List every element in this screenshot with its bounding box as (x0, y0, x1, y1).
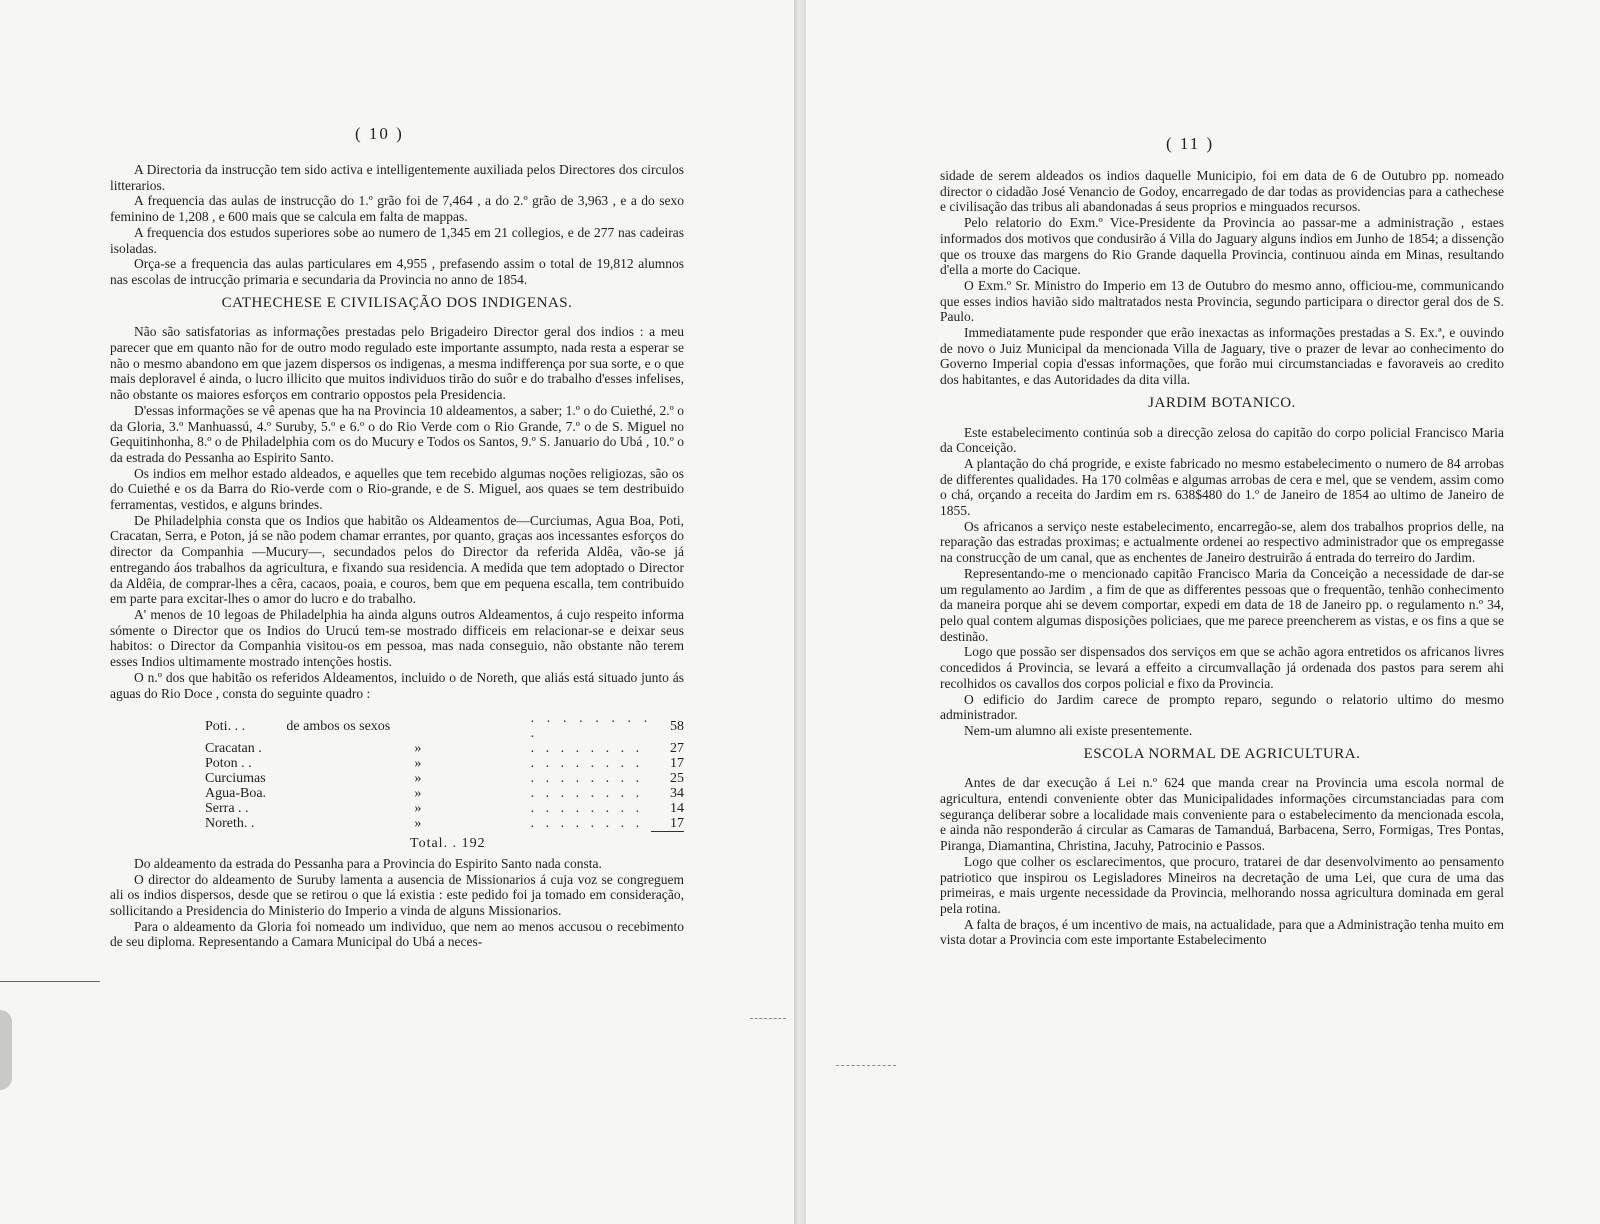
page-number-right: ( 11 ) (1166, 134, 1215, 153)
paragraph: Representando-me o mencionado capitão Francisco Maria da Conceição a necessidade de dar-se um regulamento ao Jardim , a fim de que as differentes pessoas que o frequentão, tenhão conhecimento da maneira porque ahi se devem comportar, expedi em data de 18 de Janeiro pp. o regulamento n.º 34, pelo qual contem algumas disposições policiaes, que me parece preencherem as vistas, e os fins a que se destinão. (940, 565, 1504, 644)
table-row (205, 711, 684, 741)
table-cell-note: » (414, 801, 422, 817)
table-total (410, 836, 684, 852)
table-cell-name: Cracatan . (205, 741, 262, 757)
table-cell-value: 17 (670, 756, 684, 772)
left-text-column (110, 162, 684, 950)
paragraph: Os africanos a serviço neste estabelecimento, encarregão-se, alem dos trabalhos proprios delle, na reparação das estradas proximas; e actualmente ordenei ao respectivo administrador que os empregasse na construcção de um canal, que as enchentes de Janeiro destruirão á entrada do terreiro do Jardim. (940, 518, 1504, 566)
section-heading: CATHECHESE E CIVILISAÇÃO DOS INDIGENAS. (221, 294, 573, 311)
margin-rule (0, 981, 100, 982)
table-cell-note: » (414, 786, 422, 802)
table-row (205, 801, 684, 816)
paragraph: Pelo relatorio do Exm.º Vice-Presidente da Provincia ao passar-me a administração , estaes informados dos motivos que condusirão á Villa do Jaguary alguns indios em Junho de 1854; a dissenção que os trouxe das margens do Rio Grande daquella Provincia, continuou ainda em Minas, resultando d'ella a morte do Cacique. (940, 215, 1504, 278)
table-cell-dots: . . . . . . . . (530, 801, 644, 817)
table-cell-note: » (414, 816, 422, 832)
paragraph: A falta de braços, é um incentivo de mais, na actualidade, para que a Administração tenha muito em vista dotar a Provincia com este importante Estabelecimento (940, 916, 1504, 948)
table-cell-dots: . . . . . . . . (530, 771, 644, 787)
paragraph: O edificio do Jardim carece de prompto reparo, segundo o relatorio ultimo do mesmo administrador. (940, 691, 1504, 723)
table-cell-name: Poton . . (205, 756, 252, 772)
paragraph: O director do aldeamento de Suruby lamenta a ausencia de Missionarios á cuja voz se congreguem ali os indios dispersos, desde que se retirou o que lá existia : este pedido foi ja tomado em consideração, sollicitando a Presidencia do Ministerio do Imperio a vinda de alguns Missionarios. (110, 871, 684, 919)
paragraph: A Directoria da instrucção tem sido activa e intelligentemente auxiliada pelos Directores dos circulos litterarios. (110, 162, 684, 193)
paragraph: Immediatamente pude responder que erão inexactas as informações prestadas a S. Ex.ª, e ouvindo de novo o Juiz Municipal da mencionada Villa de Jaguary, tive o prazer de levar ao conhecimento do Governo Imperial copia d'essas informações, que forão mui circumstanciadas e favoraveis ao credito dos habitantes, e das Autoridades da dita villa. (940, 325, 1504, 388)
paragraph: Antes de dar execução á Lei n.º 624 que manda crear na Provincia uma escola normal de agricultura, entendi conveniente obter das Municipalidades informações circumstanciadas para com segurança deliberar sobre a localidade mais conveniente para o estabelecimento da mencionada escola, e ainda não responderão á circular as Camaras de Tamanduá, Barbacena, Serro, Formigas, Tres Pontas, Piranga, Diamantina, Christina, Jacuhy, Patrocinio e Passos. (940, 775, 1504, 854)
paragraph: Os indios em melhor estado aldeados, e aquelles que tem recebido algumas noções religiozas, são os do Cuiethé e os da Barra do Rio-verde com o Rio-grande, e de S. Miguel, aos quaes se tem destribuido ferramentas, vestidos, e alguns brindes. (110, 465, 684, 513)
book-gutter (794, 0, 806, 1224)
table-cell-note: » (414, 771, 422, 787)
right-text-column (940, 168, 1504, 948)
table-cell-note: » (414, 741, 422, 757)
paragraph: A' menos de 10 legoas de Philadelphia ha ainda alguns outros Aldeamentos, á cujo respeito informa sómente o Director que os Indios do Urucú tem-se mostrado difficeis em relacionar-se e deixar seus habitos: o Director da Companhia visitou-os em pessoa, mas nada conseguio, não obstante não terem esses Indios ultimamente mostrado intenções hostis. (110, 606, 684, 670)
table-cell-dots: . . . . . . . . (530, 756, 644, 772)
paragraph: Orça-se a frequencia das aulas particulares em 4,955 , prefasendo assim o total de 19,812 alumnos nas escolas de intrucção primaria e secundaria da Provincia no anno de 1854. (110, 256, 684, 287)
right-page (806, 0, 1600, 1224)
table-cell-value: 34 (670, 786, 684, 802)
table-row (205, 756, 684, 771)
table-cell-value: 17 (651, 816, 684, 832)
table-row (205, 786, 684, 801)
table-cell-value: 14 (670, 801, 684, 817)
table-cell-value: 27 (670, 741, 684, 757)
paragraph: O n.º dos que habitão os referidos Aldeamentos, incluido o de Noreth, que aliás está situado junto ás aguas do Rio Doce , consta do seguinte quadro : (110, 669, 684, 701)
paragraph: Não são satisfatorias as informações prestadas pelo Brigadeiro Director geral dos indios : a meu parecer que em quanto não for de outro modo regulado este importante assumpto, nada resta a esperar se não o mesmo abandono em que jazem dispersos os indigenas, a mesma indifferença por sua sorte, e o que mais deploravel é ainda, o lucro illicito que muitos individuos tirão do suôr e do trabalho d'esses infelises, não obstante os maiores esforços em contrario oppostos pela Presidencia. (110, 324, 684, 403)
table-row (205, 771, 684, 786)
total-value: 192 (461, 836, 486, 852)
table-row (205, 741, 684, 756)
table-cell-name: Poti. . . (205, 718, 246, 734)
paragraph: Para o aldeamento da Gloria foi nomeado um individuo, que nem ao menos accusou o recebimento de seu diploma. Representando a Camara Municipal do Ubá a neces- (110, 918, 684, 950)
paragraph: Este estabelecimento continúa sob a direcção zelosa do capitão do corpo policial Francisco Maria da Conceição. (940, 424, 1504, 456)
table-cell-name: Agua-Boa. (205, 786, 267, 802)
paragraph: sidade de serem aldeados os indios daquelle Municipio, foi em data de 6 de Outubro pp. nomeado director o cidadão José Venancio de Godoy, encarregado de dar todas as providencias para a cathechese e civilisação das tribus ali abandonadas á seus proprios e minguados recursos. (940, 168, 1504, 215)
paragraph: A plantação do chá progride, e existe fabricado no mesmo estabelecimento o numero de 84 arrobas de differentes qualidades. Ha 170 colmêas e algumas arrobas de cera e mel, que se vendem, assim como o chá, orçando a receita do Jardim em rs. 638$480 do 1.º de Janeiro de 1854 ao ultimo de Janeiro de 1855. (940, 455, 1504, 519)
table-cell-name: Serra . . (205, 801, 249, 817)
margin-mark (836, 1065, 896, 1066)
table-cell-value: 25 (670, 771, 684, 787)
table-cell-name: Curciumas (205, 771, 266, 787)
population-table (205, 711, 684, 832)
paragraph: Logo que colher os esclarecimentos, que procuro, tratarei de dar desenvolvimento ao pensamento patriotico que inspirou os Legisladores Mineiros na decretação de uma Lei, que cura de uma das primeiras, e mais urgente necessidade da Provincia, melhorando nossa agricultura dominada em geral pela rotina. (940, 853, 1504, 916)
paragraph: Logo que possão ser dispensados dos serviços em que se achão agora entretidos os africanos livres concedidos á Provincia, se levará a effeito a circumvallação já ordenada dos pastos para serem ahi recolhidos os cavallos dos corpos policial e fixo da Provincia. (940, 644, 1504, 691)
table-cell-dots: . . . . . . . . (530, 786, 644, 802)
paragraph: Do aldeamento da estrada do Pessanha para a Provincia do Espirito Santo nada consta. (134, 855, 602, 871)
table-cell-dots: . . . . . . . . (530, 741, 644, 757)
table-cell-dots: . . . . . . . . (530, 816, 644, 832)
section-heading: ESCOLA NORMAL DE AGRICULTURA. (1083, 745, 1361, 762)
section-heading: JARDIM BOTANICO. (1148, 394, 1296, 411)
paragraph: De Philadelphia consta que os Indios que habitão os Aldeamentos de—Curciumas, Agua Boa, Poti, Cracatan, Serra, e Poton, já se não podem chamar errantes, por quanto, graças aos incessantes esforços do director da Companhia —Mucury—, secundados pelos do Director da referida Aldêa, vão-se já entregando áos trabalhos da agricultura, e fixando sua residencia. A medida que tem adoptado o Director da Aldêia, de comprar-lhes a cêra, cacaos, poaia, e couros, bem que em pequena escalla, tem contribuido em parte para excitar-lhes o amor do lucro e do trabalho. (110, 512, 684, 607)
total-label: Total. . (410, 836, 458, 852)
paragraph: Nem-um alumno ali existe presentemente. (964, 722, 1193, 738)
margin-mark (750, 1018, 786, 1019)
table-cell-note: de ambos os sexos (286, 718, 391, 734)
paragraph: A frequencia dos estudos superiores sobe ao numero de 1,345 em 21 collegios, e de 277 nas cadeiras isoladas. (110, 224, 684, 256)
table-cell-note: » (414, 756, 422, 772)
paragraph: A frequencia das aulas de instrucção do 1.º grão foi de 7,464 , a do 2.º grão de 3,963 , e a do sexo feminino de 1,208 , e 600 mais que se calcula em falta de mappas. (110, 193, 684, 225)
paragraph: O Exm.º Sr. Ministro do Imperio em 13 de Outubro do mesmo anno, officiou-me, communicando que esses indios havião sido maltratados nesta Provincia, segundo participara o director geral dos de S. Paulo. (940, 277, 1504, 325)
page-number-left: ( 10 ) (355, 124, 404, 143)
left-page (0, 0, 794, 1224)
binding-mark (0, 1010, 12, 1090)
table-cell-dots: . . . . . . . . . (530, 711, 652, 742)
table-cell-value: 58 (670, 718, 684, 734)
table-row (205, 816, 684, 832)
table-cell-name: Noreth. . (205, 816, 255, 832)
paragraph: D'essas informações se vê apenas que ha na Provincia 10 aldeamentos, a saber; 1.º o do Cuiethé, 2.º o da Gloria, 3.º Manhuassú, 4.º Suruby, 5.º e 6.º o do Rio Verde com o Rio Grande, 7.º o de S. Miguel no Gequitinhonha, 8.º o de Philadelphia com os do Mucury e Todos os Santos, 9.º S. Januario do Ubá , 10.º o da estrada do Pessanha ao Espirito Santo. (110, 402, 684, 465)
